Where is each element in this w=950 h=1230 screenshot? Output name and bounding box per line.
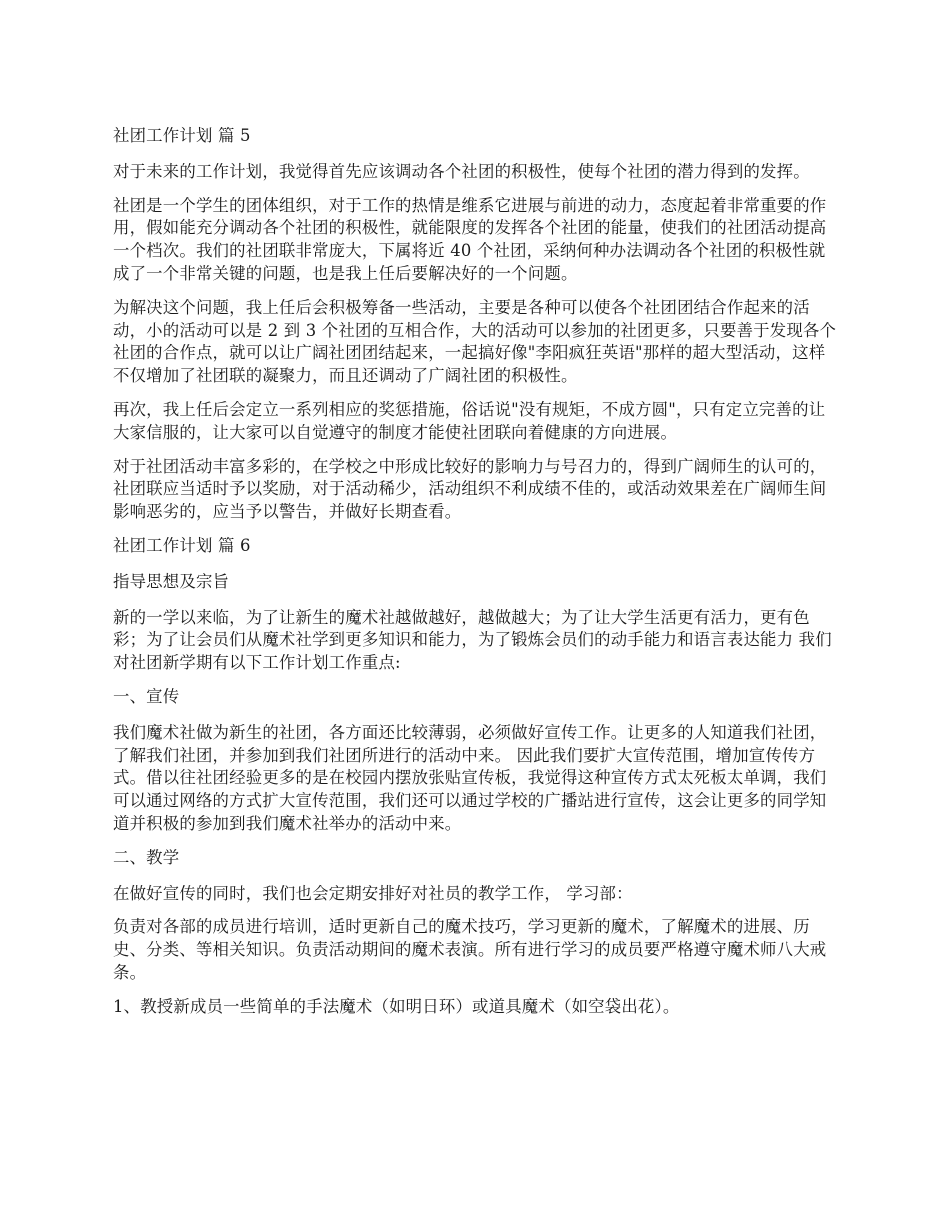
body-paragraph: 对于社团活动丰富多彩的，在学校之中形成比较好的影响力与号召力的，得到广阔师生的认可的，社团联应当适时予以奖励，对于活动稀少，活动组织不利成绩不佳的，或活动效果差在广阔师生间影响恶劣的，应当予以警告，并做好长期查看。 [113, 456, 827, 522]
section-heading-plan-6: 社团工作计划 篇 6 [113, 535, 251, 555]
list-item: 1、教授新成员一些简单的手法魔术（如明日环）或道具魔术（如空袋出花）。 [113, 996, 680, 1016]
subheading-teaching: 二、教学 [113, 847, 180, 867]
body-paragraph: 负责对各部的成员进行培训，适时更新自己的魔术技巧，学习更新的魔术，了解魔术的进展、历史、分类、等相关知识。负责活动期间的魔术表演。所有进行学习的成员要严格遵守魔术师八大戒条。 [113, 917, 827, 982]
body-paragraph: 我们魔术社做为新生的社团，各方面还比较薄弱，必须做好宣传工作。让更多的人知道我们社团，了解我们社团，并参加到我们社团所进行的活动中来。 因此我们要扩大宣传范围，增加宣传传方式。借以往社团经验更多的是在校园内摆放张贴宣传板，我觉得这种宣传方式太死板太单调，我们可以通过网络的方式扩大宣传范围，我们还可以通过学校的广播站进行宣传，这会让更多的同学知道并积极的参加到我们魔术社举办的活动中来。 [113, 722, 827, 833]
subheading-guiding-principle: 指导思想及宗旨 [113, 571, 230, 591]
body-paragraph: 在做好宣传的同时，我们也会定期安排好对社员的教学工作， 学习部： [113, 883, 633, 903]
document-body [113, 125, 839, 1030]
section-heading-plan-5: 社团工作计划 篇 5 [113, 126, 251, 145]
subheading-publicity: 一、宣传 [113, 686, 180, 706]
body-paragraph: 新的一学以来临，为了让新生的魔术社越做越好，越做越大；为了让大学生活更有活力，更有色彩；为了让会员们从魔术社学到更多知识和能力，为了锻炼会员们的动手能力和语言表达能力 我们对社团新学期有以下工作计划工作重点: [113, 607, 832, 673]
body-paragraph: 社团是一个学生的团体组织，对于工作的热情是维系它进展与前进的动力，态度起着非常重要的作用，假如能充分调动各个社团的积极性，就能限度的发挥各个社团的能量，使我们的社团活动提高一个档次。我们的社团联非常庞大，下属将近 40 个社团，采纳何种办法调动各个社团的积极性就成了一个非常关键的问题，也是我上任后要解决好的一个问题。 [113, 195, 827, 283]
body-paragraph: 再次，我上任后会定立一系列相应的奖惩措施，俗话说"没有规矩，不成方圆"，只有定立完善的让大家信服的，让大家可以自觉遵守的制度才能使社团联向着健康的方向进展。 [113, 399, 826, 442]
body-paragraph: 对于未来的工作计划，我觉得首先应该调动各个社团的积极性，使每个社团的潜力得到的发挥。 [113, 161, 810, 181]
body-paragraph: 为解决这个问题，我上任后会积极筹备一些活动，主要是各种可以使各个社团团结合作起来的活动，小的活动可以是 2 到 3 个社团的互相合作，大的活动可以参加的社团更多，只要善于发现各个社团的合作点，就可以让广阔社团团结起来，一起搞好像"李阳疯狂英语"那样的超大型活动，这样不仅增加了社团联的凝聚力，而且还调动了广阔社团的积极性。 [113, 297, 837, 386]
